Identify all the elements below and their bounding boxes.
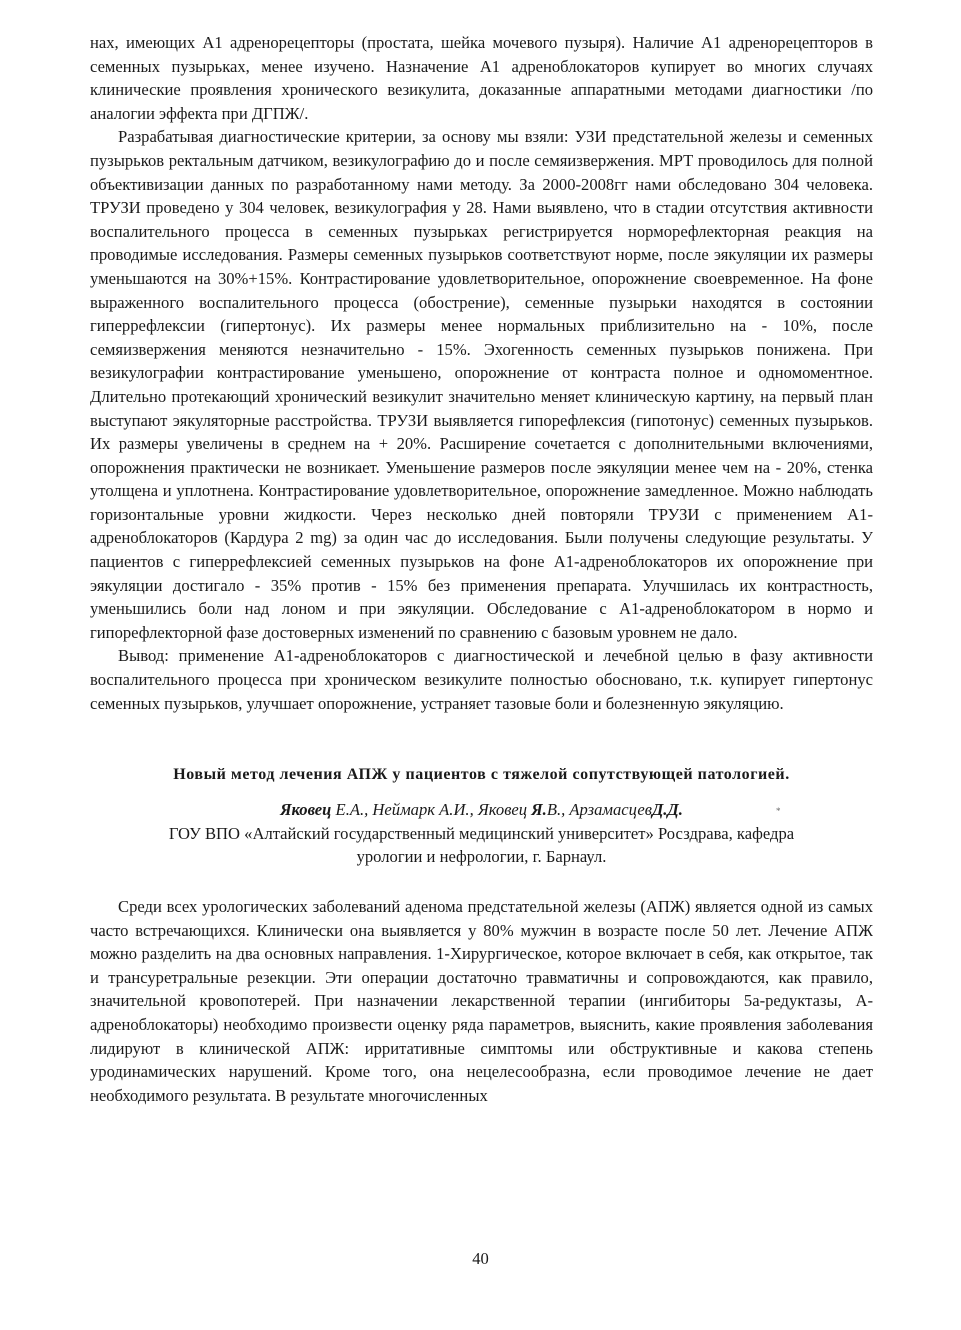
affiliation-line-1: ГОУ ВПО «Алтайский государственный медицинский университет» Росздрава, кафедра: [168, 823, 795, 843]
article-intro-paragraph: Среди всех урологических заболеваний аденома предстательной железы (АПЖ) является одной из самых часто встречающихся. Клинически она выявляется у 80% мужчин в возрасте после 50 лет. Лечение АПЖ можно разделить на два основных направления. 1-Хирургическое, которое включает в себя, как открытое, так и трансуретральные резекции. Эти операции достаточно травматичны и сопровождаются, как правило, значительной кровопотерей. При назначении лекарственной терапии (ингибиторы 5а-редуктазы, А-адреноблокаторы) необходимо произвести оценку ряда параметров, выяснить, какие проявления заболевания лидируют в клинической АПЖ: ирритативные симптомы или обструктивные и какова степень уродинамических нарушений. Кроме того, она нецелесообразна, если проводимое лечение не дает необходимого результата. В результате многочисленных: [90, 897, 873, 1105]
footnote-mark: *: [776, 806, 781, 817]
page-number: 40: [472, 1249, 489, 1268]
author-last-initials: Д.Д.: [651, 800, 683, 820]
body-paragraph-conclusion: Вывод: применение А1-адреноблокаторов с диагностической и лечебной целью в фазу активности воспалительного процесса при хроническом везикулите полностью обосновано, т.к. купирует гипертонус семенных пузырьков, улучшает опорожнение, устраняет тазовые боли и болезненную эякуляцию.: [90, 646, 873, 713]
author-4-initial: Я.: [531, 800, 547, 820]
author-names-part-2: В., Арзамасцев: [546, 800, 652, 820]
section-spacer: [90, 869, 873, 895]
author-names-part-1: Е.А., Неймарк А.И., Яковец: [331, 800, 532, 820]
affiliation-line-2: урологии и нефрологии, г. Барнаул.: [356, 847, 607, 867]
body-paragraph-1: нах, имеющих А1 адренорецепторы (простата, шейка мочевого пузыря). Наличие А1 адренорецепторов в семенных пузырьках, менее изучено. Назначение А1 адреноблокаторов купирует во многих случаях клинические проявления хронического везикулита, доказанные аппаратными методами диагностики /по аналогии эффекта при ДГПЖ/.: [90, 33, 873, 123]
body-paragraph-2: Разрабатывая диагностические критерии, за основу мы взяли: УЗИ предстательной железы и семенных пузырьков ректальным датчиком, везикулографию до и после семяизвержения. МРТ проводилось для полной объективизации данных по разработанному нами методу. За 2000-2008гг нами обследовано 304 человека. ТРУЗИ проведено у 304 человек, везикулография у 28. Нами выявлено, что в стадии отсутствия активности воспалительного процесса в семенных пузырьках регистрируется норморефлекторная реакция на проводимые исследования. Размеры семенных пузырьков соответствуют норме, после эякуляции их размеры уменьшаются на 30%+15%. Контрастирование удовлетворительное, опорожнение своевременное. На фоне выраженного воспалительного процесса (обострение), семенные пузырьки находятся в состоянии гиперрефлексии (гипертонус). Их размеры менее нормальных приблизительно на - 10%, после семяизвержения меняются незначительно - 15%. Эхогенность семенных пузырьков понижена. При везикулографии контрастирование уменьшено, опорожнение от контраста полное и одномоментное. Длительно протекающий хронический везикулит значительно меняет клиническую картину, на первый план выступают эякуляторные расстройства. ТРУЗИ выявляется гипорефлексия (гипотонус) семенных пузырьков. Их размеры увеличены в среднем на + 20%. Расширение сочетается с дополнительными включениями, опорожнения практически не возникает. Уменьшение размеров после эякуляции менее чем на - 20%, стенка утолщена и уплотнена. Контрастирование удовлетворительное, опорожнение замедленное. Можно наблюдать горизонтальные уровни жидкости. Через несколько дней повторяли ТРУЗИ с применением А1-адреноблокаторов (Кардура 2 mg) за один час до исследования. Были получены следующие результаты. У пациентов с гиперрефлексией семенных пузырьков на фоне А1-адреноблокаторов их опорожнение при эякуляции достигало - 35% против - 15% без применения препарата. Улучшилась их контрастность, уменьшились боли над лоном и при эякуляции. Обследование с А1-адреноблокатором в нормо и гипорефлекторной фазе достоверных изменений по сравнению с базовым уровнем не дало.: [90, 127, 873, 642]
article-authors: [90, 798, 873, 822]
article-title: Новый метод лечения АПЖ у пациентов с тяжелой сопутствующей патологией.: [173, 766, 790, 784]
document-page: [90, 31, 873, 1107]
author-1-surname: Яковец: [280, 800, 332, 820]
